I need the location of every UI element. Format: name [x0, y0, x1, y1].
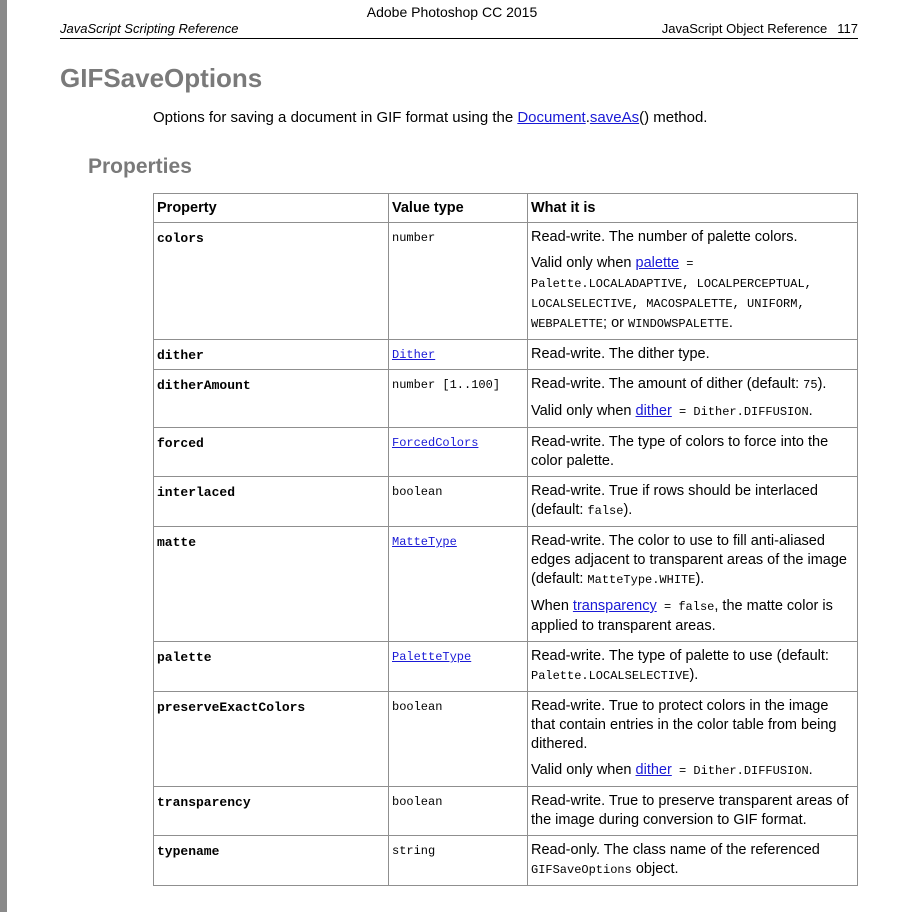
description-line: [531, 375, 853, 395]
intro-text-end: () method.: [639, 109, 708, 126]
note-text: Valid only when: [531, 255, 636, 271]
col-header-value-type: Value type: [389, 194, 528, 223]
desc-text: ).: [623, 502, 633, 518]
table-row: [154, 428, 858, 477]
table-row: [154, 642, 858, 692]
intro-paragraph: [153, 109, 707, 126]
note-text: , the matte color is applied to transparent areas.: [531, 598, 833, 634]
description-line: Read-write. The number of palette colors.: [531, 229, 798, 245]
value-type: number [1..100]: [389, 370, 528, 428]
table-row: [154, 223, 858, 340]
description-line: [531, 532, 853, 590]
desc-text: ).: [689, 667, 699, 683]
section-name: JavaScript Object Reference: [661, 21, 828, 36]
table-row: [154, 477, 858, 527]
description-note: [531, 761, 853, 781]
transparency-link[interactable]: transparency: [572, 598, 657, 614]
table-header-row: [154, 194, 858, 223]
description: [528, 836, 858, 886]
note-text: .: [728, 315, 733, 331]
note-op: =: [671, 764, 694, 778]
dither-link[interactable]: dither: [635, 762, 672, 778]
description-note: [531, 254, 853, 334]
running-header-left: JavaScript Scripting Reference: [60, 21, 239, 36]
dither-type-link[interactable]: Dither: [392, 348, 436, 362]
description: [528, 477, 858, 527]
property-name: interlaced: [154, 477, 389, 527]
description-note: [531, 402, 853, 422]
properties-table: [153, 193, 858, 886]
dither-link[interactable]: dither: [635, 403, 672, 419]
desc-text: Read-write. True if rows should be interlaced (default:: [531, 483, 818, 518]
note-text: .: [808, 403, 813, 419]
value-type: boolean: [389, 787, 528, 836]
value-type: boolean: [389, 692, 528, 787]
desc-code: GIFSaveOptions: [531, 863, 632, 877]
desc-code: Palette.LOCALSELECTIVE: [531, 669, 690, 683]
mattetype-type-link[interactable]: MatteType: [392, 535, 457, 549]
table-row: [154, 836, 858, 886]
note-text: Valid only when: [531, 762, 636, 778]
table-row: [154, 787, 858, 836]
desc-text: ).: [817, 376, 827, 392]
desc-text: object.: [631, 861, 679, 877]
note-code: Dither.DIFFUSION: [693, 764, 809, 778]
running-header-right: [662, 21, 858, 36]
desc-code: false: [587, 504, 624, 518]
description: [528, 527, 858, 642]
property-name: forced: [154, 428, 389, 477]
value-type: [389, 527, 528, 642]
note-op: =: [671, 405, 694, 419]
saveas-link[interactable]: saveAs: [589, 109, 640, 126]
description-note: [531, 597, 853, 636]
palette-link[interactable]: palette: [635, 255, 680, 271]
intro-text: Options for saving a document in GIF format using the: [153, 109, 518, 126]
properties-heading: Properties: [88, 155, 192, 178]
note-code: Dither.DIFFUSION: [693, 405, 809, 419]
value-type: [389, 428, 528, 477]
property-name: matte: [154, 527, 389, 642]
table-row: [154, 692, 858, 787]
col-header-property: Property: [154, 194, 389, 223]
description: [528, 223, 858, 340]
desc-text: Read-write. The type of palette to use (default:: [531, 648, 829, 664]
desc-text: Read-only. The class name of the referenced: [531, 842, 820, 858]
desc-code: MatteType.WHITE: [587, 573, 696, 587]
intro-dot: .: [585, 109, 590, 126]
property-name: colors: [154, 223, 389, 340]
property-name: typename: [154, 836, 389, 886]
table-row: [154, 340, 858, 370]
value-type: [389, 340, 528, 370]
value-type: number: [389, 223, 528, 340]
header-rule: [60, 38, 858, 39]
palettetype-type-link[interactable]: PaletteType: [392, 650, 472, 664]
description: Read-write. The type of colors to force into the color palette.: [528, 428, 858, 477]
forcedcolors-type-link[interactable]: ForcedColors: [392, 436, 479, 450]
desc-code: 75: [803, 378, 818, 392]
page-title: GIFSaveOptions: [60, 63, 263, 93]
value-type: boolean: [389, 477, 528, 527]
description: [528, 692, 858, 787]
value-type: [389, 642, 528, 692]
note-text: .: [808, 762, 813, 778]
description: Read-write. True to preserve transparent areas of the image during conversion to GIF format.: [528, 787, 858, 836]
left-edge-bar: [0, 0, 7, 912]
property-name: dither: [154, 340, 389, 370]
desc-text: Read-write. The color to use to fill anti-aliased edges adjacent to transparent areas of the image (default:: [531, 533, 847, 587]
page-number: 117: [837, 21, 858, 36]
note-code: false: [678, 600, 715, 614]
note-code: Palette.LOCALADAPTIVE, LOCALPERCEPTUAL, LOCALSELECTIVE, MACOSPALETTE, UNIFORM, WEBPALETTE: [531, 277, 812, 331]
property-name: preserveExactColors: [154, 692, 389, 787]
description-line: Read-write. True to protect colors in the image that contain entries in the color table from being dithered.: [531, 698, 837, 752]
property-name: transparency: [154, 787, 389, 836]
property-name: palette: [154, 642, 389, 692]
table-row: [154, 527, 858, 642]
note-text: Valid only when: [531, 403, 636, 419]
description: [528, 642, 858, 692]
description: [528, 370, 858, 428]
property-name: ditherAmount: [154, 370, 389, 428]
table-row: [154, 370, 858, 428]
col-header-what-it-is: What it is: [528, 194, 858, 223]
desc-text: ).: [695, 571, 705, 587]
note-op: =: [656, 600, 679, 614]
note-code: WINDOWSPALETTE: [628, 317, 729, 331]
note-text: ; or: [603, 315, 628, 331]
note-text: When: [531, 598, 573, 614]
description: Read-write. The dither type.: [528, 340, 858, 370]
document-link[interactable]: Document: [517, 109, 586, 126]
document-title: Adobe Photoshop CC 2015: [366, 4, 538, 20]
desc-text: Read-write. The amount of dither (default:: [531, 376, 804, 392]
value-type: string: [389, 836, 528, 886]
note-op: =: [679, 257, 694, 271]
